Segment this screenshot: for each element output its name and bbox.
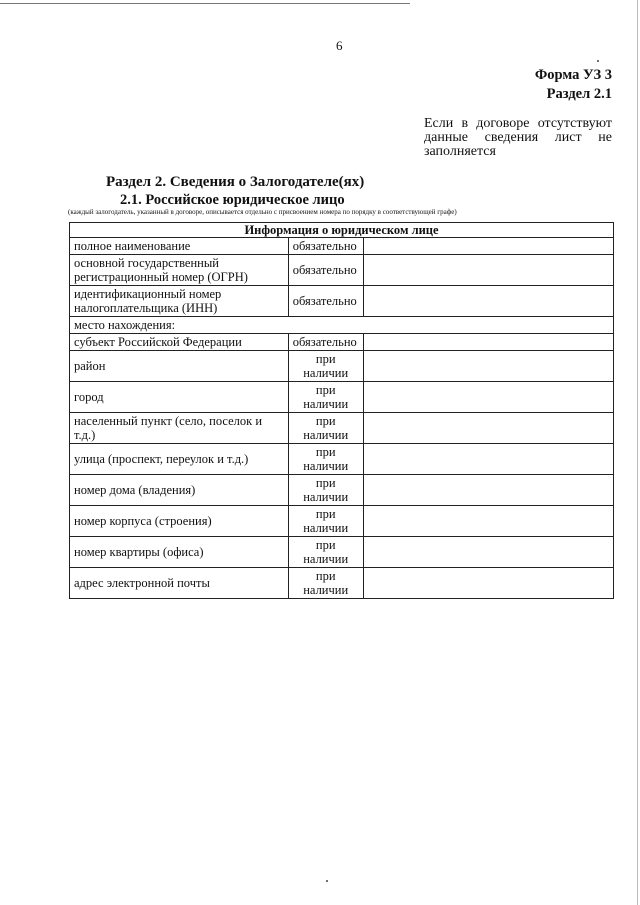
row-label: номер корпуса (строения) <box>70 506 289 537</box>
row-requirement: обязательно <box>288 334 363 351</box>
row-label: район <box>70 351 289 382</box>
row-value-field[interactable] <box>363 382 613 413</box>
table-row <box>70 444 614 475</box>
row-requirement: обязательно <box>288 238 363 255</box>
table-row <box>70 475 614 506</box>
row-label: населенный пункт (село, поселок и т.д.) <box>70 413 289 444</box>
form-name: Форма УЗ 3 <box>534 67 612 83</box>
row-requirement: обязательно <box>288 286 363 317</box>
legal-entity-table <box>69 222 614 599</box>
row-value-field[interactable] <box>363 286 613 317</box>
table-row <box>70 351 614 382</box>
row-value-field[interactable] <box>363 255 613 286</box>
row-value-field[interactable] <box>363 351 613 382</box>
table-row <box>70 255 614 286</box>
form-header <box>535 66 612 104</box>
table-header: Информация о юридическом лице <box>70 223 614 238</box>
row-label: место нахождения: <box>70 317 614 334</box>
table-row <box>70 537 614 568</box>
row-value-field[interactable] <box>363 238 613 255</box>
scan-speck <box>326 880 328 882</box>
table-row <box>70 317 614 334</box>
row-requirement: при наличии <box>288 444 363 475</box>
table-row <box>70 506 614 537</box>
row-requirement: при наличии <box>288 413 363 444</box>
row-requirement: при наличии <box>288 537 363 568</box>
row-requirement: обязательно <box>288 255 363 286</box>
section-title: Раздел 2. Сведения о Залогодателе(ях) <box>106 174 365 190</box>
row-label: номер квартиры (офиса) <box>70 537 289 568</box>
table-row <box>70 238 614 255</box>
row-requirement: при наличии <box>288 568 363 599</box>
row-label: полное наименование <box>70 238 289 255</box>
row-label: адрес электронной почты <box>70 568 289 599</box>
row-label: улица (проспект, переулок и т.д.) <box>70 444 289 475</box>
page-edge <box>637 0 638 905</box>
row-requirement: при наличии <box>288 382 363 413</box>
row-value-field[interactable] <box>363 475 613 506</box>
row-label: основной государственный регистрационный номер (ОГРН) <box>70 255 289 286</box>
top-rule <box>0 3 410 4</box>
table-row <box>70 413 614 444</box>
table-header-row <box>70 223 614 238</box>
row-requirement: при наличии <box>288 475 363 506</box>
row-label: субъект Российской Федерации <box>70 334 289 351</box>
subsection-title: 2.1. Российское юридическое лицо <box>120 192 345 208</box>
subsection-note: (каждый залогодатель, указанный в договоре, описывается отдельно с присвоением номера по порядку в соответствующей графе) <box>68 208 457 216</box>
table-row <box>70 334 614 351</box>
table-row <box>70 568 614 599</box>
row-value-field[interactable] <box>363 537 613 568</box>
row-label: идентификационный номер налогоплательщика (ИНН) <box>70 286 289 317</box>
row-value-field[interactable] <box>363 334 613 351</box>
table-row <box>70 382 614 413</box>
row-value-field[interactable] <box>363 413 613 444</box>
row-requirement: при наличии <box>288 351 363 382</box>
table-row <box>70 286 614 317</box>
table-body <box>70 238 614 599</box>
form-section: Раздел 2.1 <box>546 86 612 102</box>
row-label: город <box>70 382 289 413</box>
page-number: 6 <box>336 38 343 53</box>
row-value-field[interactable] <box>363 444 613 475</box>
scan-speck <box>597 60 599 62</box>
row-label: номер дома (владения) <box>70 475 289 506</box>
row-requirement: при наличии <box>288 506 363 537</box>
fill-note: Если в договоре отсутствуют данные сведения лист не заполняется <box>424 116 612 159</box>
row-value-field[interactable] <box>363 506 613 537</box>
row-value-field[interactable] <box>363 568 613 599</box>
